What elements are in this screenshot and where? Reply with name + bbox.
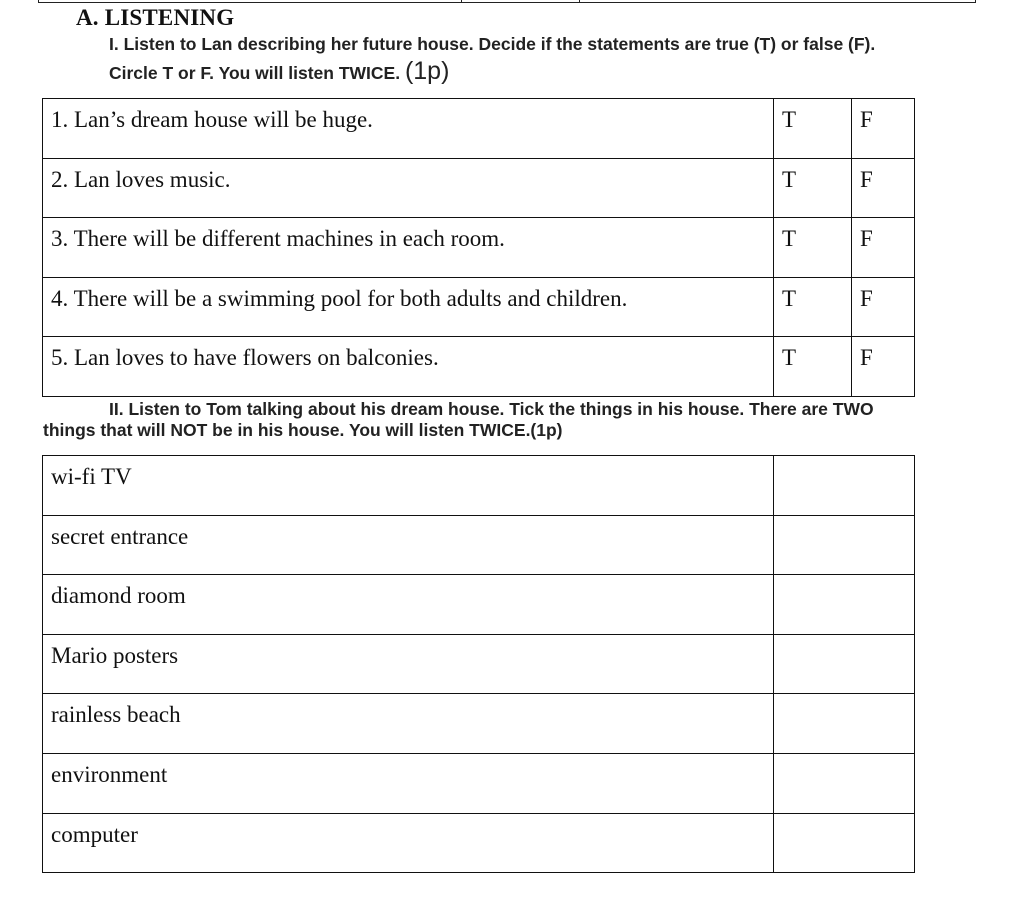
true-option-cell[interactable] xyxy=(774,158,852,218)
part2-instruction-line1: II. Listen to Tom talking about his dream house. Tick the things in his house. There are TWO xyxy=(109,399,874,419)
item-cell xyxy=(43,813,774,873)
item-text: secret entrance xyxy=(51,523,189,549)
true-option[interactable]: T xyxy=(782,107,797,132)
false-option[interactable]: F xyxy=(860,166,873,192)
statement-text: 2. Lan loves music. xyxy=(51,166,231,192)
table-row xyxy=(43,277,915,337)
table-row xyxy=(43,694,915,754)
part2-instruction-line2: things that will NOT be in his house. You will listen TWICE.(1p) xyxy=(43,420,563,440)
column-divider xyxy=(461,0,462,3)
false-option-cell[interactable] xyxy=(852,337,915,397)
tick-box[interactable] xyxy=(774,634,915,694)
false-option-cell[interactable] xyxy=(852,218,915,278)
tick-box[interactable] xyxy=(774,753,915,813)
statement-cell xyxy=(43,277,774,337)
item-text: Mario posters xyxy=(51,642,179,668)
item-cell xyxy=(43,694,774,754)
item-cell xyxy=(43,634,774,694)
statement-text: 5. Lan loves to have flowers on balconies. xyxy=(51,345,439,371)
statement-cell xyxy=(43,218,774,278)
false-option[interactable]: F xyxy=(860,285,873,311)
true-false-table xyxy=(42,98,915,397)
item-text: computer xyxy=(51,821,138,847)
section-title: A. LISTENING xyxy=(76,5,235,30)
false-option[interactable]: F xyxy=(860,345,873,371)
item-cell xyxy=(43,753,774,813)
table-row xyxy=(43,456,915,516)
tick-box[interactable] xyxy=(774,456,915,516)
table-row xyxy=(43,575,915,635)
table-row xyxy=(43,515,915,575)
false-option-cell[interactable] xyxy=(852,99,915,159)
table-row xyxy=(43,99,915,159)
part1-instruction-text: Circle T or F. You will listen TWICE. xyxy=(109,63,401,83)
table-row xyxy=(43,158,915,218)
column-divider xyxy=(579,0,580,3)
statement-cell xyxy=(43,337,774,397)
item-text: wi-fi TV xyxy=(51,464,132,489)
tick-box[interactable] xyxy=(774,575,915,635)
tick-box[interactable] xyxy=(774,694,915,754)
true-option[interactable]: T xyxy=(782,285,797,311)
item-text: rainless beach xyxy=(51,702,181,728)
tick-items-table xyxy=(42,455,915,873)
true-option[interactable]: T xyxy=(782,345,797,371)
true-option-cell[interactable] xyxy=(774,277,852,337)
part1-instruction-line2 xyxy=(109,57,449,86)
statement-text: 4. There will be a swimming pool for both adults and children. xyxy=(51,285,628,311)
table-row xyxy=(43,813,915,873)
statement-text: 3. There will be different machines in each room. xyxy=(51,226,505,252)
tick-box[interactable] xyxy=(774,813,915,873)
statement-cell xyxy=(43,99,774,159)
true-option-cell[interactable] xyxy=(774,99,852,159)
true-option-cell[interactable] xyxy=(774,218,852,278)
table-row xyxy=(43,218,915,278)
previous-table-bottom-border xyxy=(38,0,976,3)
false-option-cell[interactable] xyxy=(852,277,915,337)
false-option[interactable]: F xyxy=(860,226,873,252)
statement-text: 1. Lan’s dream house will be huge. xyxy=(51,107,373,132)
item-cell xyxy=(43,456,774,516)
item-cell xyxy=(43,515,774,575)
item-cell xyxy=(43,575,774,635)
item-text: diamond room xyxy=(51,583,186,609)
table-row xyxy=(43,753,915,813)
part1-instruction-line1: I. Listen to Lan describing her future house. Decide if the statements are true (T) or false (F). xyxy=(109,34,876,54)
true-option[interactable]: T xyxy=(782,226,797,252)
item-text: environment xyxy=(51,761,168,787)
table-row xyxy=(43,337,915,397)
true-option[interactable]: T xyxy=(782,166,797,192)
statement-cell xyxy=(43,158,774,218)
tick-box[interactable] xyxy=(774,515,915,575)
false-option-cell[interactable] xyxy=(852,158,915,218)
part1-points: (1p) xyxy=(404,57,450,85)
table-row xyxy=(43,634,915,694)
true-option-cell[interactable] xyxy=(774,337,852,397)
false-option[interactable]: F xyxy=(860,107,873,132)
